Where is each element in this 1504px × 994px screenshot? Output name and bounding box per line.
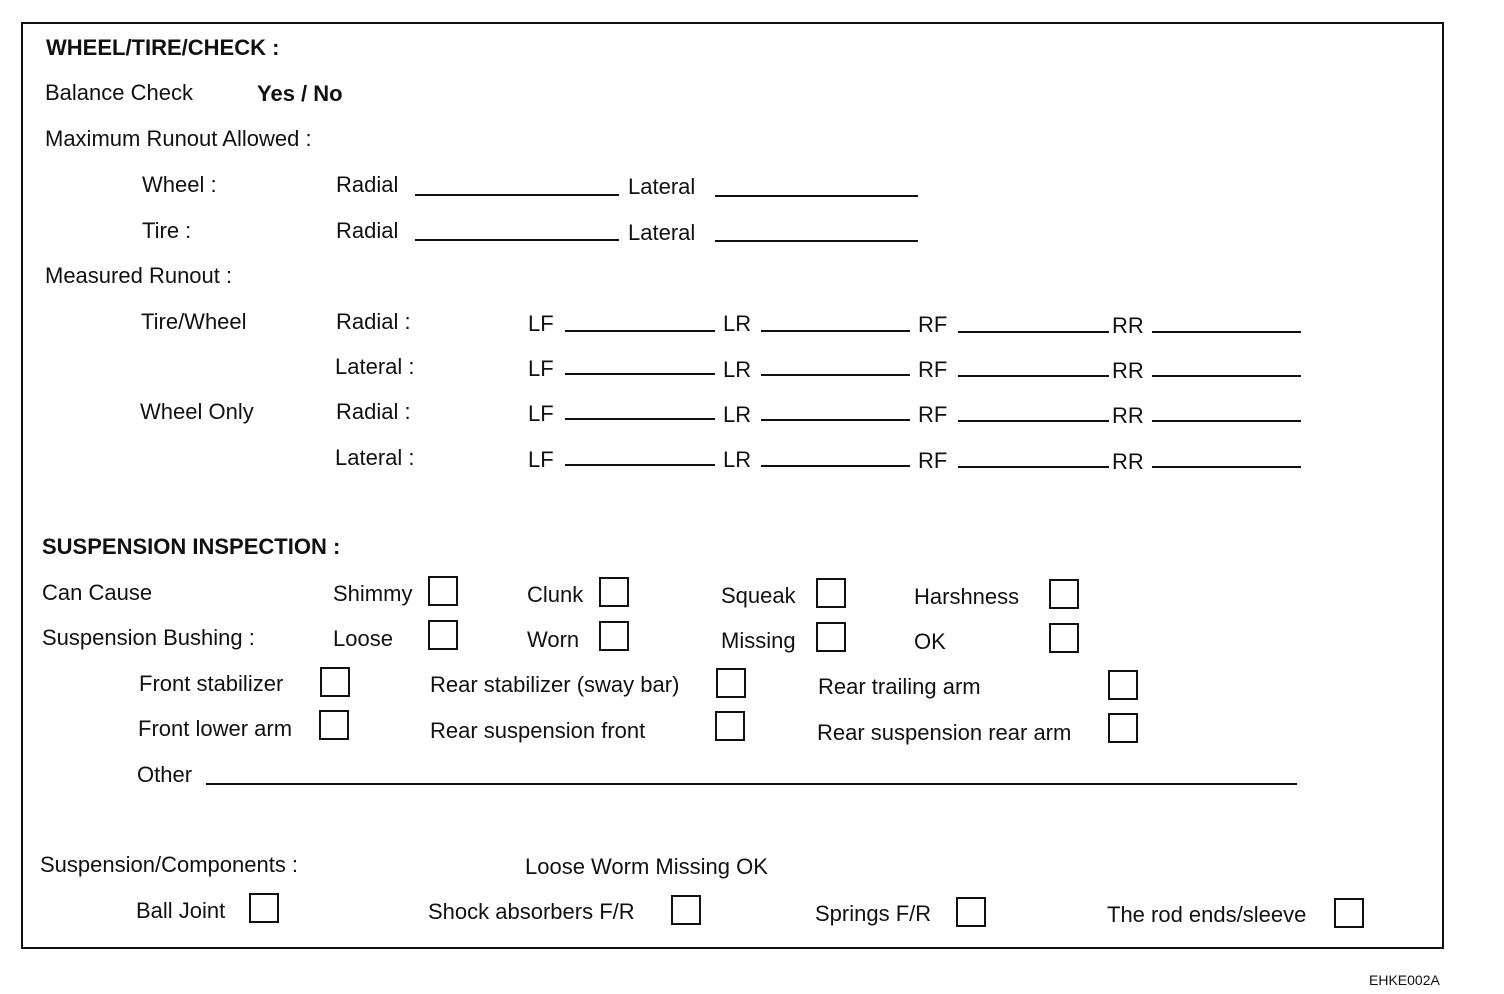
components-legend: Loose Worm Missing OK [525, 854, 768, 879]
tire-label: Tire : [142, 218, 192, 243]
wo-lateral-rf-field[interactable] [958, 466, 1109, 468]
rear-suspension-rear-arm-checkbox[interactable] [1108, 713, 1138, 743]
wo-radial-lf-label: LF [528, 401, 554, 426]
tw-lateral-lf-label: LF [528, 356, 554, 381]
missing-label: Missing [721, 628, 796, 653]
tire-wheel-label: Tire/Wheel [141, 309, 247, 334]
tw-lateral-lr-field[interactable] [761, 374, 910, 376]
harshness-label: Harshness [914, 584, 1020, 609]
rear-suspension-rear-arm-label: Rear suspension rear arm [817, 720, 1072, 745]
tw-lateral-lf-field[interactable] [565, 373, 715, 375]
wo-lateral-lr-label: LR [723, 447, 752, 472]
max-runout-label: Maximum Runout Allowed : [45, 126, 312, 151]
wheel-radial-field[interactable] [415, 194, 619, 196]
springs-label: Springs F/R [815, 901, 932, 926]
other-field[interactable] [206, 783, 1297, 785]
tw-radial-rf-field[interactable] [958, 331, 1109, 333]
missing-checkbox[interactable] [816, 622, 846, 652]
tire-radial-field[interactable] [415, 239, 619, 241]
wheel-label: Wheel : [142, 172, 217, 197]
ball-joint-checkbox[interactable] [249, 893, 279, 923]
front-lower-arm-label: Front lower arm [138, 716, 293, 741]
wo-radial-lr-label: LR [723, 402, 752, 427]
balance-check-label: Balance Check [45, 80, 193, 105]
figure-code: EHKE002A [1369, 972, 1440, 988]
suspension-heading: SUSPENSION INSPECTION : [42, 534, 341, 559]
front-stabilizer-label: Front stabilizer [139, 671, 284, 696]
rear-trailing-arm-label: Rear trailing arm [818, 674, 981, 699]
tw-lateral-rr-label: RR [1112, 358, 1144, 383]
rear-trailing-arm-checkbox[interactable] [1108, 670, 1138, 700]
wo-lateral-lr-field[interactable] [761, 465, 910, 467]
front-lower-arm-checkbox[interactable] [319, 710, 349, 740]
wo-radial-lf-field[interactable] [565, 418, 715, 420]
rear-stabilizer-checkbox[interactable] [716, 668, 746, 698]
tire-wheel-radial-label: Radial : [336, 309, 411, 334]
tire-radial-label: Radial [336, 218, 399, 243]
tw-radial-lr-label: LR [723, 311, 752, 336]
wo-radial-rr-label: RR [1112, 403, 1144, 428]
shock-absorbers-checkbox[interactable] [671, 895, 701, 925]
rear-suspension-front-checkbox[interactable] [715, 711, 745, 741]
other-label: Other [137, 762, 193, 787]
worn-label: Worn [527, 627, 580, 652]
harshness-checkbox[interactable] [1049, 579, 1079, 609]
tw-lateral-rf-label: RF [918, 357, 948, 382]
shimmy-checkbox[interactable] [428, 576, 458, 606]
squeak-checkbox[interactable] [816, 578, 846, 608]
wheel-only-lateral-label: Lateral : [335, 445, 415, 470]
can-cause-label: Can Cause [42, 580, 153, 605]
rear-suspension-front-label: Rear suspension front [430, 718, 646, 743]
tw-radial-lr-field[interactable] [761, 330, 910, 332]
ball-joint-label: Ball Joint [136, 898, 226, 923]
worn-checkbox[interactable] [599, 621, 629, 651]
tire-wheel-lateral-label: Lateral : [335, 354, 415, 379]
bushing-label: Suspension Bushing : [42, 625, 255, 650]
measured-runout-label: Measured Runout : [45, 263, 233, 288]
wheel-tire-heading: WHEEL/TIRE/CHECK : [46, 35, 280, 60]
shimmy-label: Shimmy [333, 581, 413, 606]
ok-checkbox[interactable] [1049, 623, 1079, 653]
wheel-only-radial-label: Radial : [336, 399, 411, 424]
wo-lateral-rr-field[interactable] [1152, 466, 1301, 468]
tire-lateral-field[interactable] [715, 240, 918, 242]
loose-label: Loose [333, 626, 393, 651]
components-label: Suspension/Components : [40, 852, 299, 877]
springs-checkbox[interactable] [956, 897, 986, 927]
wheel-lateral-field[interactable] [715, 195, 918, 197]
rod-ends-label: The rod ends/sleeve [1107, 902, 1307, 927]
wheel-only-label: Wheel Only [140, 399, 254, 424]
clunk-label: Clunk [527, 582, 584, 607]
clunk-checkbox[interactable] [599, 577, 629, 607]
shock-absorbers-label: Shock absorbers F/R [428, 899, 635, 924]
tire-lateral-label: Lateral [628, 220, 696, 245]
wo-radial-rf-label: RF [918, 402, 948, 427]
wheel-lateral-label: Lateral [628, 174, 696, 199]
balance-yes-no[interactable]: Yes / No [257, 81, 343, 106]
loose-checkbox[interactable] [428, 620, 458, 650]
tw-radial-lf-label: LF [528, 311, 554, 336]
tw-radial-rf-label: RF [918, 312, 948, 337]
wo-lateral-rf-label: RF [918, 448, 948, 473]
front-stabilizer-checkbox[interactable] [320, 667, 350, 697]
tw-lateral-rr-field[interactable] [1152, 375, 1301, 377]
tw-radial-rr-field[interactable] [1152, 331, 1301, 333]
tw-lateral-rf-field[interactable] [958, 375, 1109, 377]
wo-radial-lr-field[interactable] [761, 419, 910, 421]
wo-lateral-lf-field[interactable] [565, 464, 715, 466]
rear-stabilizer-label: Rear stabilizer (sway bar) [430, 672, 680, 697]
squeak-label: Squeak [721, 583, 796, 608]
tw-radial-rr-label: RR [1112, 313, 1144, 338]
wo-lateral-rr-label: RR [1112, 449, 1144, 474]
wheel-radial-label: Radial [336, 172, 399, 197]
rod-ends-checkbox[interactable] [1334, 898, 1364, 928]
wo-lateral-lf-label: LF [528, 447, 554, 472]
wo-radial-rf-field[interactable] [958, 420, 1109, 422]
form-frame [21, 22, 1444, 949]
tw-lateral-lr-label: LR [723, 357, 752, 382]
wo-radial-rr-field[interactable] [1152, 420, 1301, 422]
tw-radial-lf-field[interactable] [565, 330, 715, 332]
ok-label: OK [914, 629, 946, 654]
